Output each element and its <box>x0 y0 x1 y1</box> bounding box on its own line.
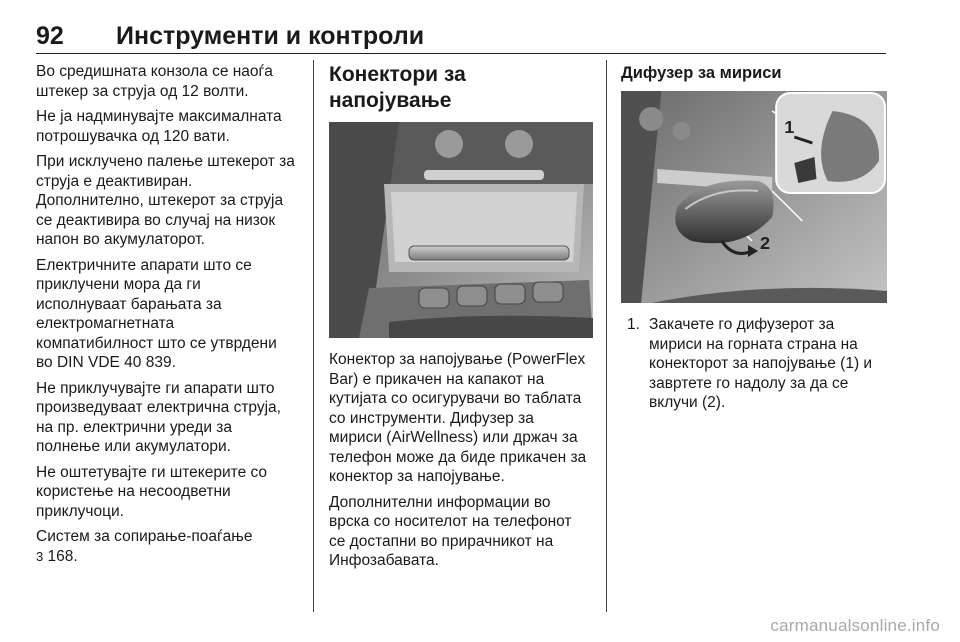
figure-label-2: 2 <box>760 233 771 253</box>
step-text: Закачете го дифузерот за мириси на горната страна на конекторот за напојување (1) и завртете го надолу за да се вклучи (2). <box>649 316 873 411</box>
paragraph: Не ја надминувајте максималната потрошувачка од 120 вати. <box>36 108 282 145</box>
section-heading: Конектори за напојување <box>329 63 466 112</box>
page-title: Инструменти и контроли <box>116 22 425 50</box>
power-connector-figure <box>329 122 593 338</box>
paragraph: Конектор за напојување (PowerFlex Bar) е прикачен на капакот на кутијата со осигурувачи во таблата со инструменти. Дифузер за мириси (AirWellness) или држач за телефон може да биде прикачен за конектор за напојување. <box>329 351 587 485</box>
paragraph: Електричните апарати што се приклучени мора да ги исполнуваат барањата за електромагнетната компатибилност што се утврдени во DIN VDE 40 839. <box>36 256 277 371</box>
column-divider <box>606 60 607 612</box>
step-number: 1. <box>627 316 640 333</box>
page-number: 92 <box>36 22 64 50</box>
paragraph: Дополнителни информации во врска со носителот на телефонот се достапни во прирачникот на Инфозабавата. <box>329 493 572 569</box>
fragrance-diffuser-figure <box>621 91 887 303</box>
paragraph: Не оштетувајте ги штекерите со користење на несоодветни приклучоци. <box>36 463 268 520</box>
watermark: carmanualsonline.info <box>770 616 940 635</box>
column-left <box>36 62 306 572</box>
cross-reference <box>36 527 306 566</box>
paragraph: При исклучено палење штекерот за струја е деактивиран. Дополнително, штекерот за струја се деактивира во случај на низок напон во акумулаторот. <box>36 153 295 248</box>
paragraph: Во средишната конзола се наоѓа штекер за струја од 12 волти. <box>36 63 273 100</box>
paragraph: Не приклучувајте ги апарати што произведуваат електрична струја, на пр. електрични уреди за полнење или акумулатори. <box>36 379 281 455</box>
list-item <box>621 315 887 413</box>
figure-label-1: 1 <box>784 117 795 137</box>
column-right <box>621 62 887 413</box>
page-header <box>36 22 886 54</box>
reference-page[interactable]: 168. <box>47 547 78 565</box>
reference-arrow-icon: 3 <box>36 548 44 564</box>
column-middle <box>329 62 593 577</box>
section-heading: Дифузер за мириси <box>621 64 782 82</box>
reference-text: Систем за сопирање-поаѓање <box>36 528 253 545</box>
column-divider <box>313 60 314 612</box>
